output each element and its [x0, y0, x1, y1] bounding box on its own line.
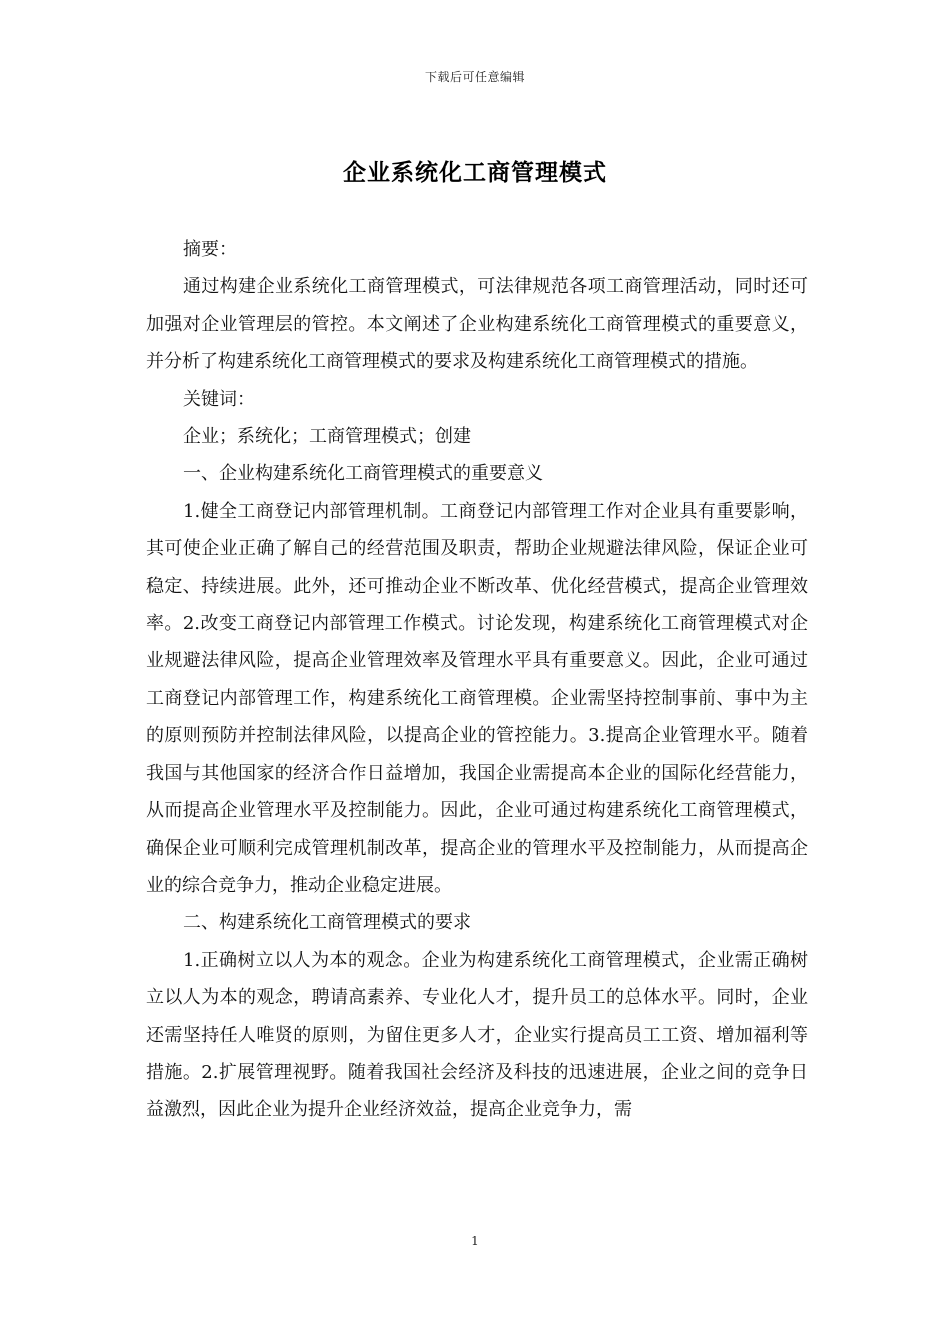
abstract-label: 摘要： — [183, 239, 237, 260]
section-1-paragraph: 1.健全工商登记内部管理机制。工商登记内部管理工作对企业具有重要影响，其可使企业正确了解自己的经营范围及职责，帮助企业规避法律风险，保证企业可稳定、持续进展。此外，还可推动企业不断改革、优化经营模式，提高企业管理效率。2.改变工商登记内部管理工作模式。讨论发现，构建系统化工商管理模式对企业规避法律风险，提高企业管理效率及管理水平具有重要意义。因此，企业可通过工商登记内部管理工作，构建系统化工商管理模。企业需坚持控制事前、事中为主的原则预防并控制法律风险，以提高企业的管控能力。3.提高企业管理水平。随着我国与其他国家的经济合作日益增加，我国企业需提高本企业的国际化经营能力，从而提高企业管理水平及控制能力。因此，企业可通过构建系统化工商管理模式，确保企业可顺利完成管理机制改革，提高企业的管理水平及控制能力，从而提高企业的综合竞争力，推动企业稳定进展。 — [146, 500, 808, 896]
section-heading-2: 二、构建系统化工商管理模式的要求 — [183, 912, 471, 934]
keywords-text: 企业；系统化；工商管理模式；创建 — [183, 426, 471, 448]
document-body — [146, 231, 808, 1129]
document-title: 企业系统化工商管理模式 — [343, 159, 607, 186]
section-heading-1: 一、企业构建系统化工商管理模式的重要意义 — [183, 463, 543, 485]
abstract-text: 通过构建企业系统化工商管理模式，可法律规范各项工商管理活动，同时还可加强对企业管理层的管控。本文阐述了企业构建系统化工商管理模式的重要意义，并分析了构建系统化工商管理模式的要求及构建系统化工商管理模式的措施。 — [146, 276, 808, 373]
keywords-label: 关键词： — [183, 388, 255, 410]
section-2-paragraph: 1.正确树立以人为本的观念。企业为构建系统化工商管理模式，企业需正确树立以人为本的观念，聘请高素养、专业化人才，提升员工的总体水平。同时，企业还需坚持任人唯贤的原则，为留住更多人才，企业实行提高员工工资、增加福利等措施。2.扩展管理视野。随着我国社会经济及科技的迅速进展，企业之间的竞争日益激烈，因此企业为提升企业经济效益，提高企业竞争力，需 — [146, 949, 808, 1121]
header-note: 下载后可任意编辑 — [424, 70, 525, 84]
page-number: 1 — [471, 1234, 479, 1248]
